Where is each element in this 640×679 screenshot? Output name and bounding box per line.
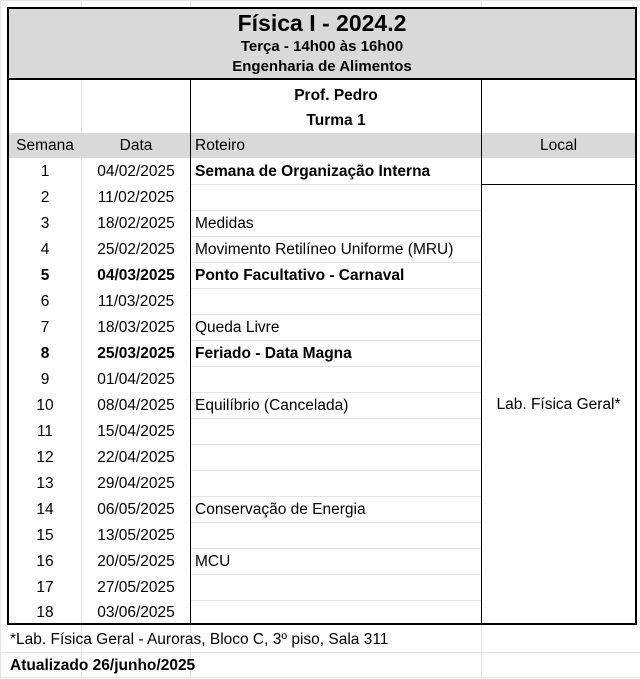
date-cell[interactable]: 13/05/2025 xyxy=(97,527,175,544)
date-cell[interactable]: 27/05/2025 xyxy=(97,579,175,596)
topic-cell[interactable]: Feriado - Data Magna xyxy=(195,345,352,362)
header-topic[interactable]: Roteiro xyxy=(195,137,245,154)
date-cell[interactable]: 04/02/2025 xyxy=(97,163,175,180)
week-cell[interactable]: 8 xyxy=(40,345,50,362)
week-cell[interactable]: 1 xyxy=(40,163,50,180)
week-cell[interactable]: 11 xyxy=(36,423,54,440)
topic-cell[interactable]: Conservação de Energia xyxy=(195,501,366,518)
date-cell[interactable]: 18/03/2025 xyxy=(97,319,175,336)
date-cell[interactable]: 03/06/2025 xyxy=(97,604,175,621)
date-cell[interactable]: 04/03/2025 xyxy=(97,267,175,284)
date-cell[interactable]: 06/05/2025 xyxy=(97,501,175,518)
date-cell[interactable]: 29/04/2025 xyxy=(97,475,175,492)
topic-cell[interactable]: Semana de Organização Interna xyxy=(195,163,431,180)
week-cell[interactable]: 10 xyxy=(36,397,54,414)
date-cell[interactable]: 25/03/2025 xyxy=(97,345,175,362)
topic-cell[interactable]: MCU xyxy=(195,553,231,570)
week-cell[interactable]: 16 xyxy=(36,553,54,570)
date-cell[interactable]: 11/03/2025 xyxy=(97,293,175,310)
header-week[interactable]: Semana xyxy=(16,137,74,154)
course-title[interactable]: Física I - 2024.2 xyxy=(237,10,407,36)
week-cell[interactable]: 5 xyxy=(40,267,50,284)
header-location[interactable]: Local xyxy=(539,137,578,154)
week-cell[interactable]: 6 xyxy=(40,293,50,310)
topic-cell[interactable]: Medidas xyxy=(195,215,254,232)
week-cell[interactable]: 18 xyxy=(36,604,54,621)
professor-cell[interactable]: Prof. Pedro xyxy=(294,87,378,104)
topic-cell[interactable]: Movimento Retilíneo Uniforme (MRU) xyxy=(195,241,454,258)
date-cell[interactable]: 20/05/2025 xyxy=(97,553,175,570)
date-cell[interactable]: 22/04/2025 xyxy=(97,449,175,466)
week-cell[interactable]: 3 xyxy=(40,215,50,232)
table-frame xyxy=(7,7,637,625)
topic-cell[interactable]: Equilíbrio (Cancelada) xyxy=(195,397,349,414)
location-cell[interactable]: Lab. Física Geral* xyxy=(496,396,621,413)
week-cell[interactable]: 2 xyxy=(40,189,50,206)
week-cell[interactable]: 4 xyxy=(40,241,50,258)
course-name[interactable]: Engenharia de Alimentos xyxy=(232,58,412,75)
date-cell[interactable]: 11/02/2025 xyxy=(97,189,175,206)
week-cell[interactable]: 9 xyxy=(40,371,50,388)
topic-cell[interactable]: Ponto Facultativo - Carnaval xyxy=(195,267,405,284)
updated-note[interactable]: Atualizado 26/junho/2025 xyxy=(10,657,196,674)
date-cell[interactable]: 01/04/2025 xyxy=(97,371,175,388)
week-cell[interactable]: 7 xyxy=(40,319,50,336)
class-group-cell[interactable]: Turma 1 xyxy=(306,112,366,129)
date-cell[interactable]: 15/04/2025 xyxy=(97,423,175,440)
week-cell[interactable]: 17 xyxy=(36,579,54,596)
header-date[interactable]: Data xyxy=(119,137,153,154)
week-cell[interactable]: 14 xyxy=(36,501,54,518)
topic-cell[interactable]: Queda Livre xyxy=(195,319,280,336)
week-cell[interactable]: 12 xyxy=(36,449,54,466)
footnote[interactable]: *Lab. Física Geral - Auroras, Bloco C, 3º piso, Sala 311 xyxy=(10,631,389,648)
date-cell[interactable]: 18/02/2025 xyxy=(97,215,175,232)
date-cell[interactable]: 08/04/2025 xyxy=(97,397,175,414)
schedule-text[interactable]: Terça - 14h00 às 16h00 xyxy=(240,38,404,55)
date-cell[interactable]: 25/02/2025 xyxy=(97,241,175,258)
week-cell[interactable]: 15 xyxy=(36,527,54,544)
week-cell[interactable]: 13 xyxy=(36,475,54,492)
